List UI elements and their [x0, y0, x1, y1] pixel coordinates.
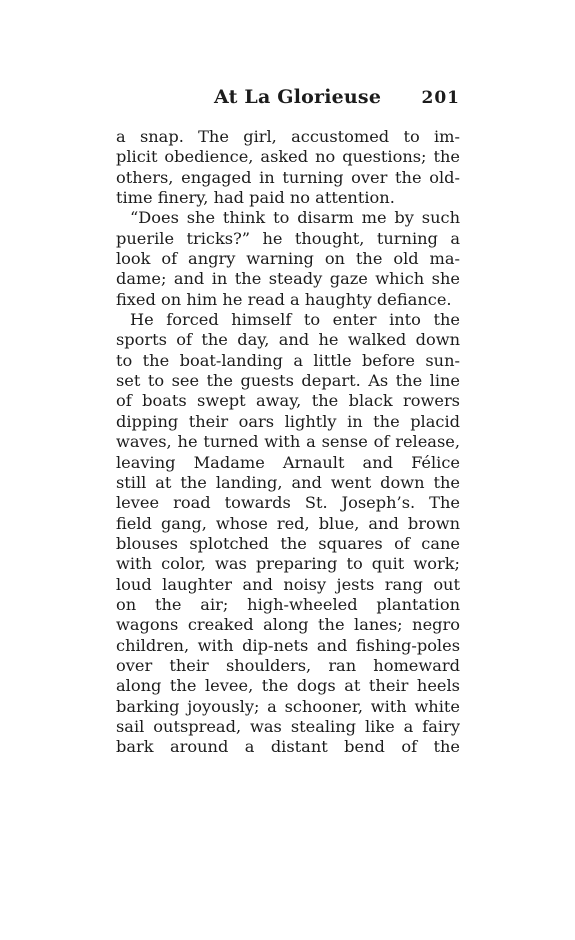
text-line: over their shoulders, ran homeward [116, 655, 460, 675]
text-line: bark around a distant bend of the [116, 737, 460, 757]
text-line: a snap. The girl, accustomed to im- [116, 127, 460, 146]
text-line: set to see the guests depart. As the line [116, 371, 460, 391]
text-line: to the boat-landing a little before sun- [116, 350, 460, 370]
text-line: “Does she think to disarm me by such [130, 208, 460, 228]
text-line: dame; and in the steady gaze which she [116, 269, 460, 289]
text-line: barking joyously; a schooner, with white [116, 696, 460, 716]
text-line: puerile tricks?” he thought, turning a [116, 228, 460, 248]
text-line: plicit obedience, asked no questions; the [116, 147, 460, 167]
text-line: with color, was preparing to quit work; [116, 554, 460, 574]
text-line: look of angry warning on the old ma- [116, 249, 460, 269]
text-line: sail outspread, was stealing like a fairy [116, 716, 460, 736]
text-line: time finery, had paid no attention. [116, 188, 395, 208]
text-line: He forced himself to enter into the [130, 310, 460, 330]
text-line: wagons creaked along the lanes; negro [116, 615, 460, 635]
text-line: loud laughter and noisy jests rang out [116, 574, 460, 594]
text-line: still at the landing, and went down the [116, 472, 460, 492]
text-line: sports of the day, and he walked down [116, 330, 460, 350]
text-line: field gang, whose red, blue, and brown [116, 513, 460, 533]
text-line: leaving Madame Arnault and Félice [116, 452, 460, 472]
text-line: of boats swept away, the black rowers [116, 391, 460, 411]
running-head [116, 86, 460, 112]
text-line: children, with dip-nets and fishing-poles [116, 635, 460, 655]
text-line: on the air; high-wheeled plantation [116, 594, 460, 614]
text-line: others, engaged in turning over the old- [116, 167, 460, 187]
page-number: 201 [421, 88, 460, 108]
text-line: levee road towards St. Joseph’s. The [116, 493, 460, 513]
running-title: At La Glorieuse [214, 86, 382, 108]
text-line: waves, he turned with a sense of release, [116, 432, 460, 452]
text-line: dipping their oars lightly in the placid [116, 411, 460, 431]
text-line: blouses splotched the squares of cane [116, 533, 460, 553]
text-line: along the levee, the dogs at their heels [116, 676, 460, 696]
body-text [116, 127, 460, 758]
text-line: fixed on him he read a haughty defiance. [116, 289, 452, 309]
